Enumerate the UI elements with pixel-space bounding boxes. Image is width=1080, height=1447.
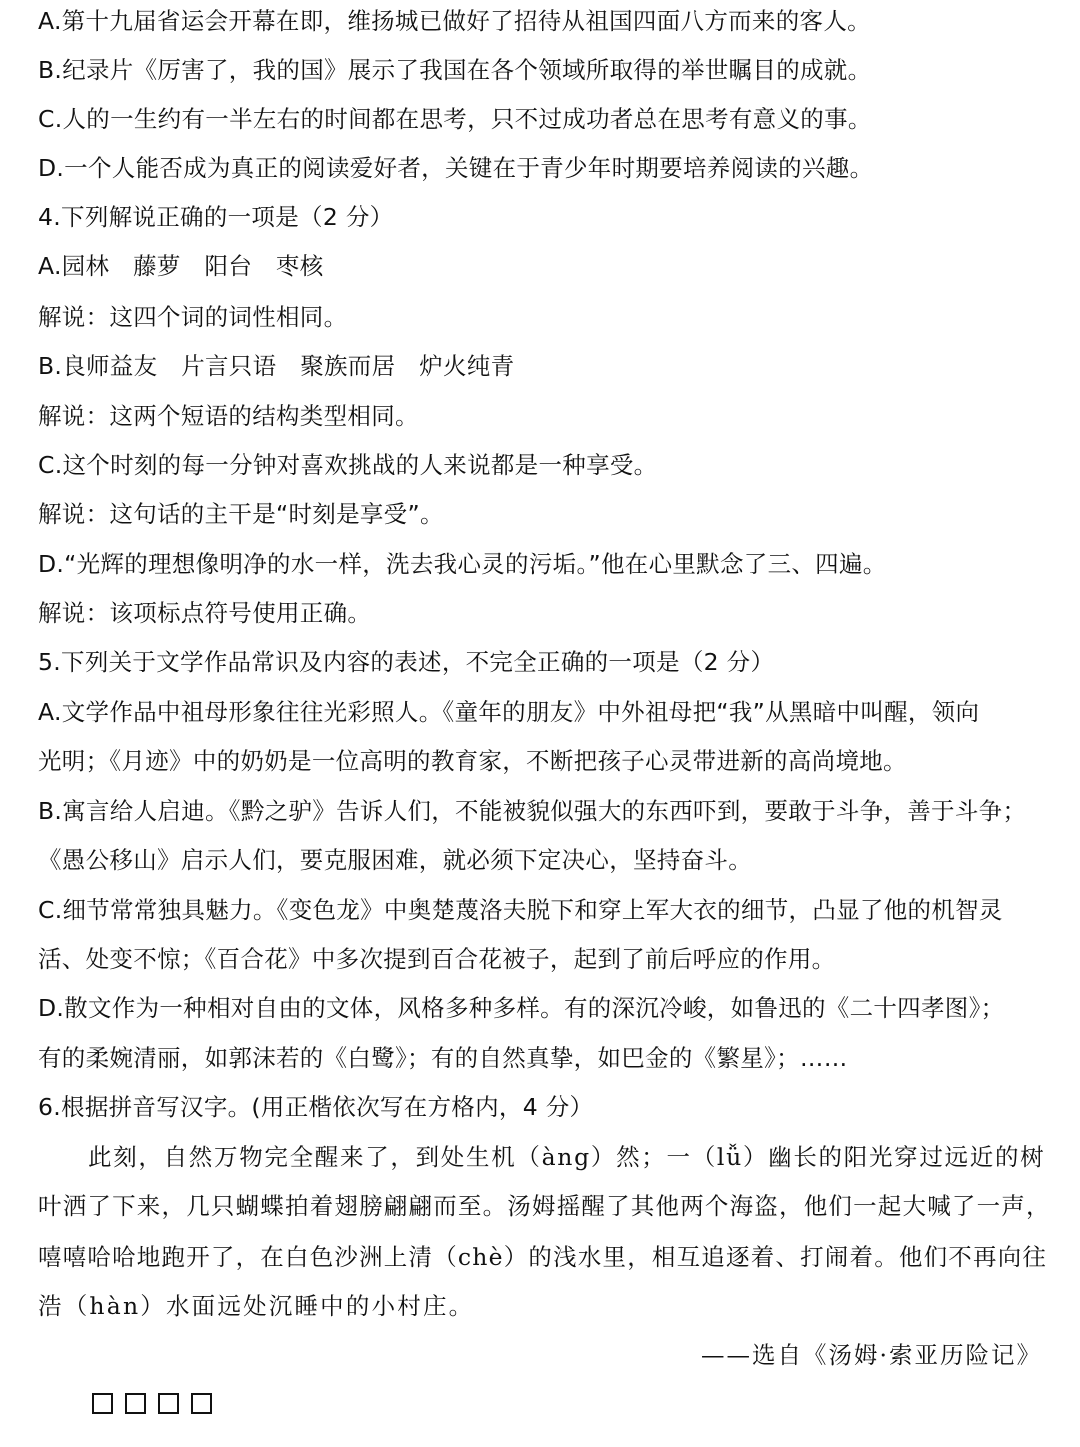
option-3b: B.纪录片《厉害了，我的国》展示了我国在各个领域所取得的举世瞩目的成就。 (38, 56, 872, 84)
option-5b-line2: 《愚公移山》启示人们，要克服困难，就必须下定决心，坚持奋斗。 (38, 846, 752, 874)
option-4c: C.这个时刻的每一分钟对喜欢挑战的人来说都是一种享受。 (38, 451, 658, 479)
answer-box[interactable] (158, 1393, 179, 1414)
option-4b: B.良师益友 片言只语 聚族而居 炉火纯青 (38, 352, 515, 380)
explanation-4d: 解说：该项标点符号使用正确。 (38, 599, 372, 627)
answer-box[interactable] (191, 1393, 212, 1414)
question-4-title: 4.下列解说正确的一项是（2 分） (38, 203, 394, 231)
passage-line-3: 嘻嘻哈哈地跑开了，在白色沙洲上清（chè）的浅水里，相互追逐着、打闹着。他们不再向往 (38, 1243, 1048, 1271)
option-5a-line1: A.文学作品中祖母形象往往光彩照人。《童年的朋友》中外祖母把“我”从黑暗中叫醒，领向 (38, 698, 980, 726)
explanation-4a: 解说：这四个词的词性相同。 (38, 303, 348, 331)
answer-box[interactable] (125, 1393, 146, 1414)
option-4a: A.园林 藤萝 阳台 枣核 (38, 252, 324, 280)
option-5d-line2: 有的柔婉清丽，如郭沫若的《白鹭》；有的自然真挚，如巴金的《繁星》；…… (38, 1044, 848, 1072)
option-4d: D.“光辉的理想像明净的水一样，洗去我心灵的污垢。”他在心里默念了三、四遍。 (38, 550, 887, 578)
option-3a: A.第十九届省运会开幕在即，维扬城已做好了招待从祖国四面八方而来的客人。 (38, 7, 871, 35)
option-5c-line2: 活、处变不惊；《百合花》中多次提到百合花被子，起到了前后呼应的作用。 (38, 945, 836, 973)
explanation-4c: 解说：这句话的主干是“时刻是享受”。 (38, 500, 444, 528)
passage-line-1: 此刻，自然万物完全醒来了，到处生机（àng）然；一（lǚ）幽长的阳光穿过远近的树 (88, 1143, 1046, 1171)
answer-box-row (92, 1393, 212, 1417)
option-5a-line2: 光明；《月迹》中的奶奶是一位高明的教育家，不断把孩子心灵带进新的高尚境地。 (38, 747, 907, 775)
explanation-4b: 解说：这两个短语的结构类型相同。 (38, 402, 419, 430)
passage-source: ——选自《汤姆·索亚历险记》 (701, 1341, 1042, 1369)
option-5c-line1: C.细节常常独具魅力。《变色龙》中奥楚蔑洛夫脱下和穿上军大衣的细节，凸显了他的机智灵 (38, 896, 1003, 924)
answer-box[interactable] (92, 1393, 113, 1414)
question-5-title: 5.下列关于文学作品常识及内容的表述，不完全正确的一项是（2 分） (38, 648, 775, 676)
question-6-title: 6.根据拼音写汉字。(用正楷依次写在方格内，4 分） (38, 1093, 594, 1121)
passage-line-2: 叶洒了下来，几只蝴蝶拍着翅膀翩翩而至。汤姆摇醒了其他两个海盗，他们一起大喊了一声， (38, 1192, 1051, 1220)
option-3d: D.一个人能否成为真正的阅读爱好者，关键在于青少年时期要培养阅读的兴趣。 (38, 154, 874, 182)
passage-line-4: 浩（hàn）水面远处沉睡中的小村庄。 (38, 1292, 475, 1320)
option-5b-line1: B.寓言给人启迪。《黔之驴》告诉人们，不能被貌似强大的东西吓到，要敢于斗争，善于斗争； (38, 797, 1027, 825)
option-3c: C.人的一生约有一半左右的时间都在思考，只不过成功者总在思考有意义的事。 (38, 105, 872, 133)
option-5d-line1: D.散文作为一种相对自由的文体，风格多种多样。有的深沉冷峻，如鲁迅的《二十四孝图》； (38, 994, 1005, 1022)
